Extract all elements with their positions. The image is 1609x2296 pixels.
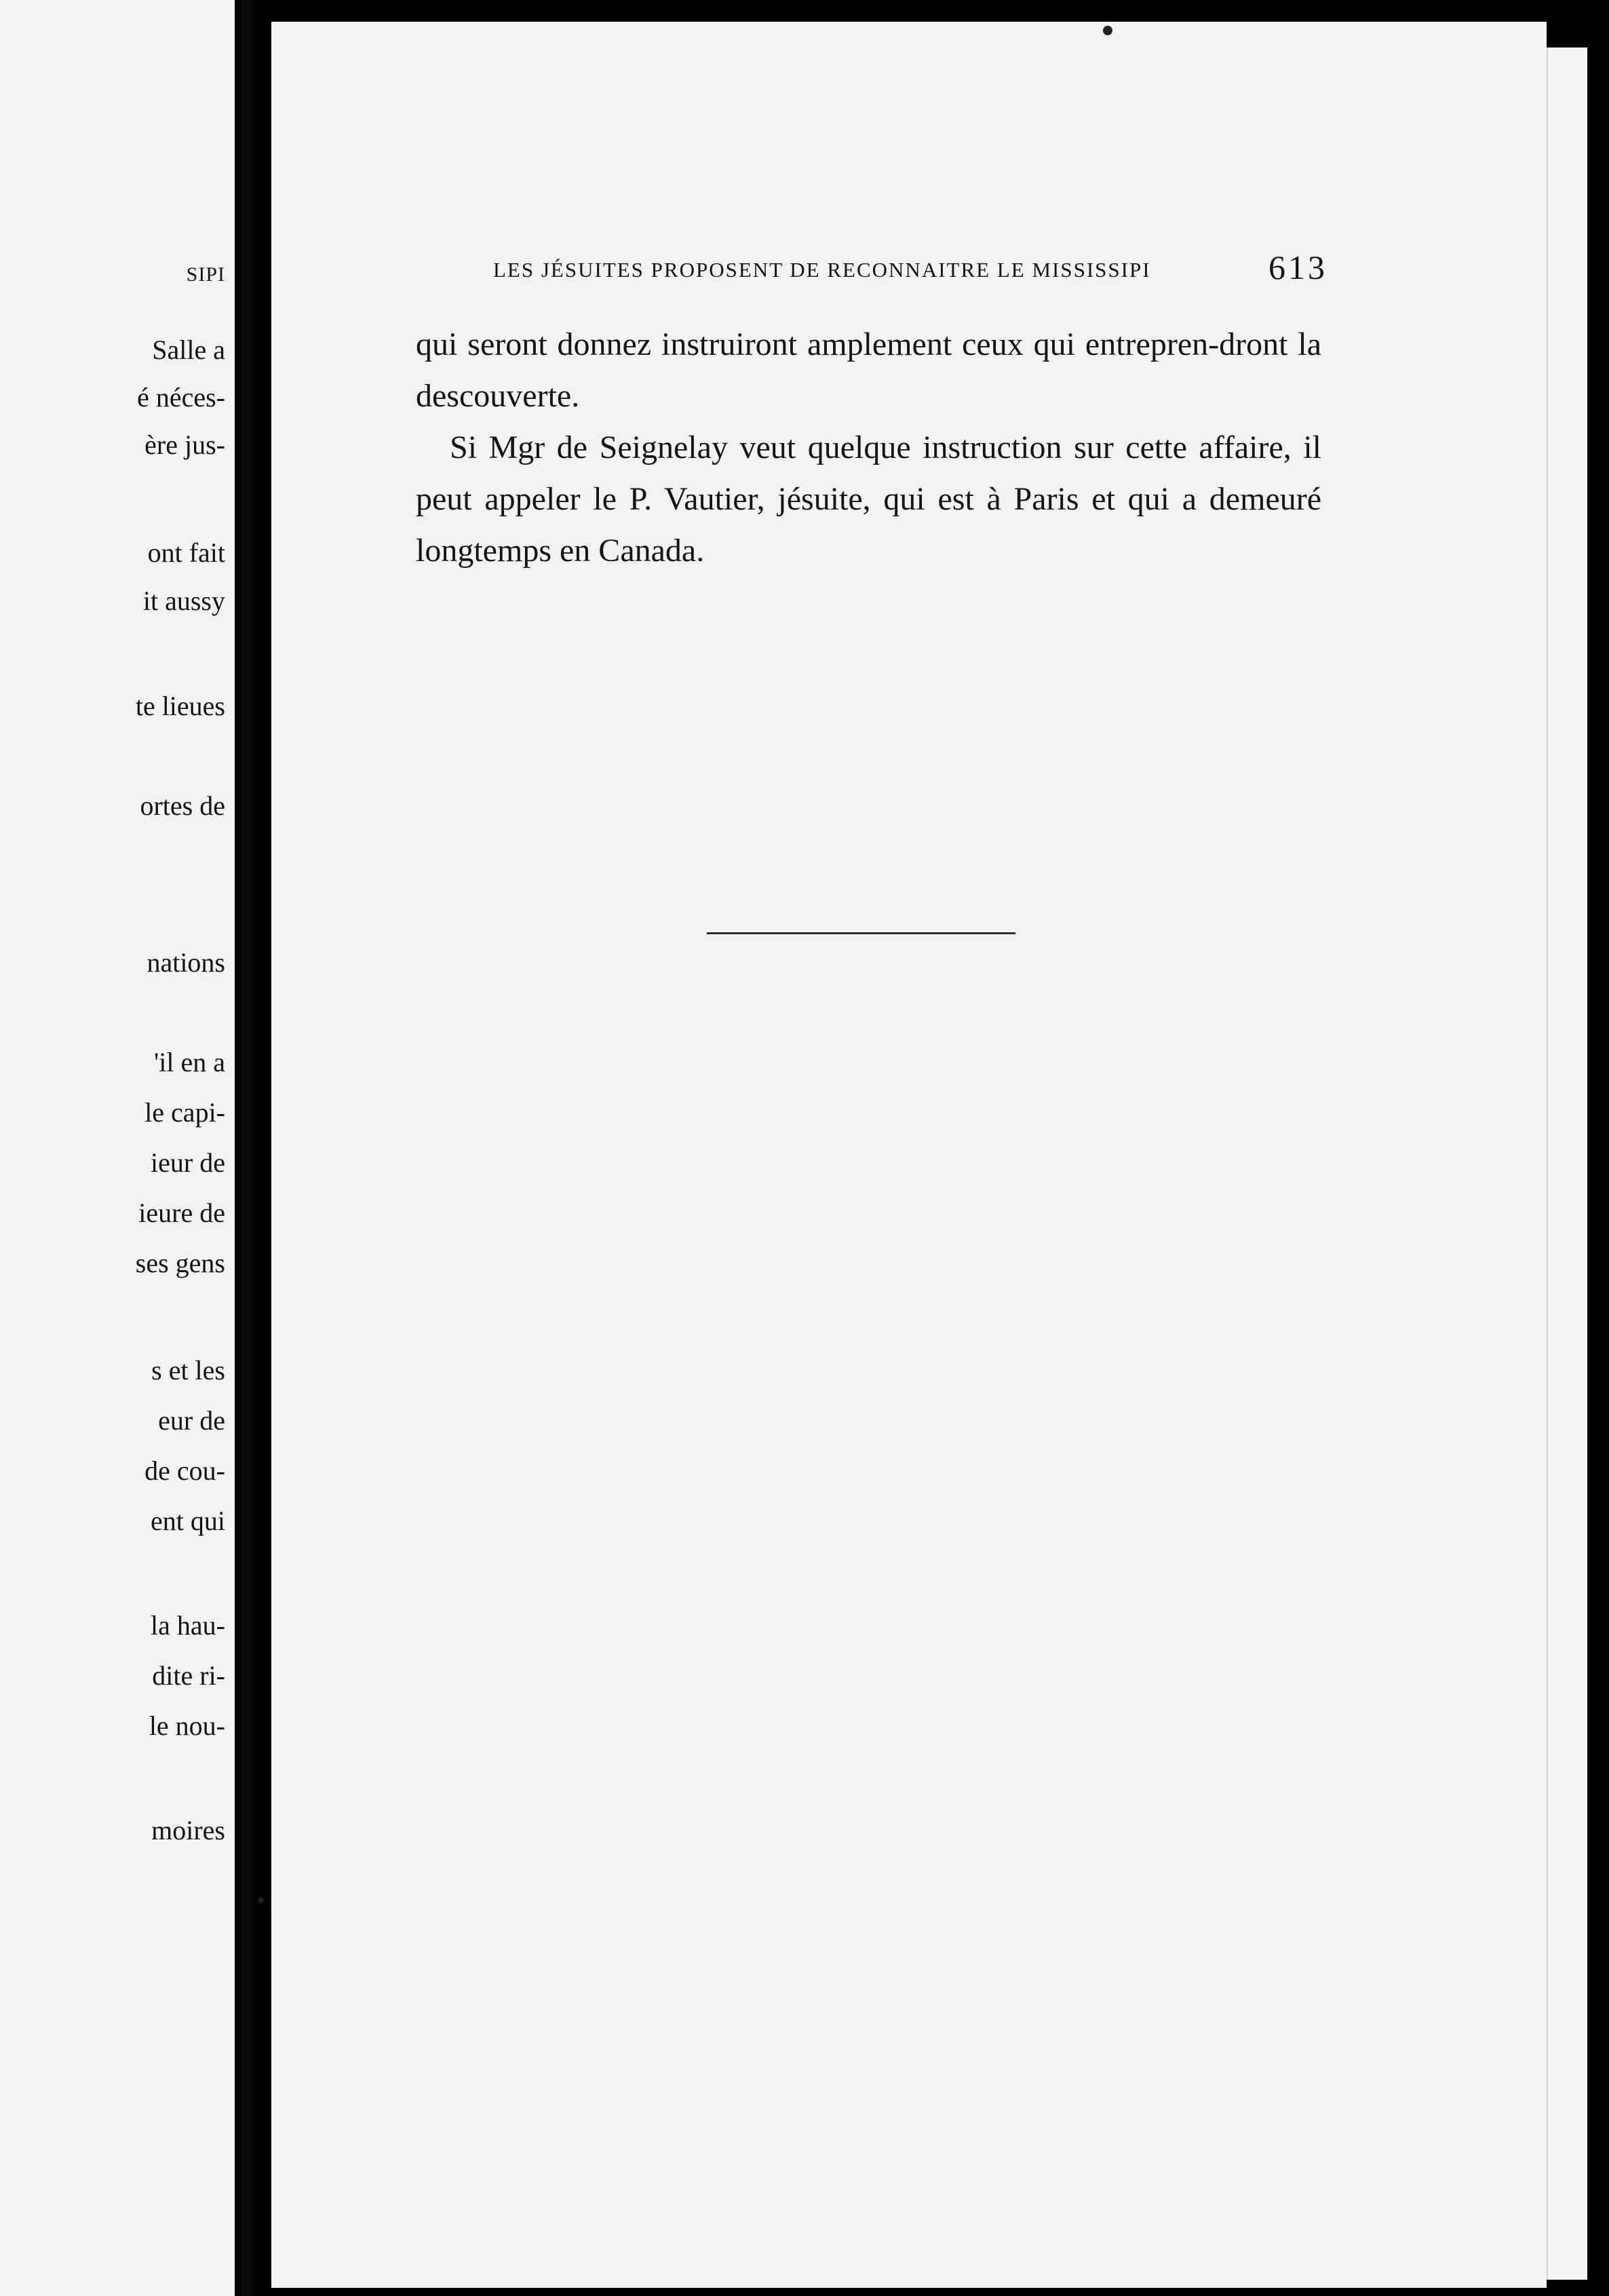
ink-speck bbox=[258, 1897, 264, 1903]
left-text-line: it aussy bbox=[142, 586, 225, 616]
paragraph: Si Mgr de Seignelay veut quelque instruction sur cette affaire, il peut appeler le P. Vautier, jésuite, qui est à Paris et qui a demeuré longtemps en Canada. bbox=[416, 429, 1321, 569]
ink-speck bbox=[1103, 26, 1112, 35]
left-text-line: le nou- bbox=[149, 1710, 225, 1741]
left-text-line: te lieues bbox=[135, 691, 225, 721]
left-text-line: é néces- bbox=[137, 382, 225, 413]
left-text-line: ont fait bbox=[147, 537, 225, 568]
left-text-line: eur de bbox=[158, 1405, 225, 1436]
left-text-line: la hau- bbox=[151, 1610, 225, 1641]
body-text bbox=[416, 319, 1321, 577]
left-text-line: ses gens bbox=[135, 1248, 225, 1278]
page-number: 613 bbox=[1268, 248, 1327, 286]
left-text-line: le capi- bbox=[144, 1097, 225, 1128]
left-text-line: ortes de bbox=[140, 790, 225, 821]
section-divider bbox=[707, 932, 1015, 934]
left-text-line: ent qui bbox=[151, 1506, 225, 1536]
left-text-line: ieure de bbox=[138, 1198, 225, 1228]
left-text-line: ère jus- bbox=[144, 429, 225, 460]
left-text-line: dite ri- bbox=[152, 1660, 225, 1691]
left-text-line: 'il en a bbox=[154, 1047, 225, 1077]
paragraph: qui seront donnez instruiront amplement ceux qui entrepren-dront la descouverte. bbox=[416, 326, 1321, 414]
left-text-line: Salle a bbox=[152, 334, 225, 365]
left-text-line: ieur de bbox=[151, 1147, 225, 1178]
left-text-line: moires bbox=[151, 1815, 225, 1845]
left-text-line: s et les bbox=[151, 1355, 225, 1385]
running-head: LES JÉSUITES PROPOSENT DE RECONNAITRE LE MISSISSIPI bbox=[493, 258, 1151, 282]
left-text-line: de cou- bbox=[144, 1455, 225, 1486]
left-running-head: SIPI bbox=[186, 263, 225, 286]
left-facing-page bbox=[0, 0, 235, 2296]
page-edge bbox=[1547, 47, 1587, 2280]
binding-gutter bbox=[241, 0, 252, 2296]
left-text-line: nations bbox=[147, 947, 225, 978]
